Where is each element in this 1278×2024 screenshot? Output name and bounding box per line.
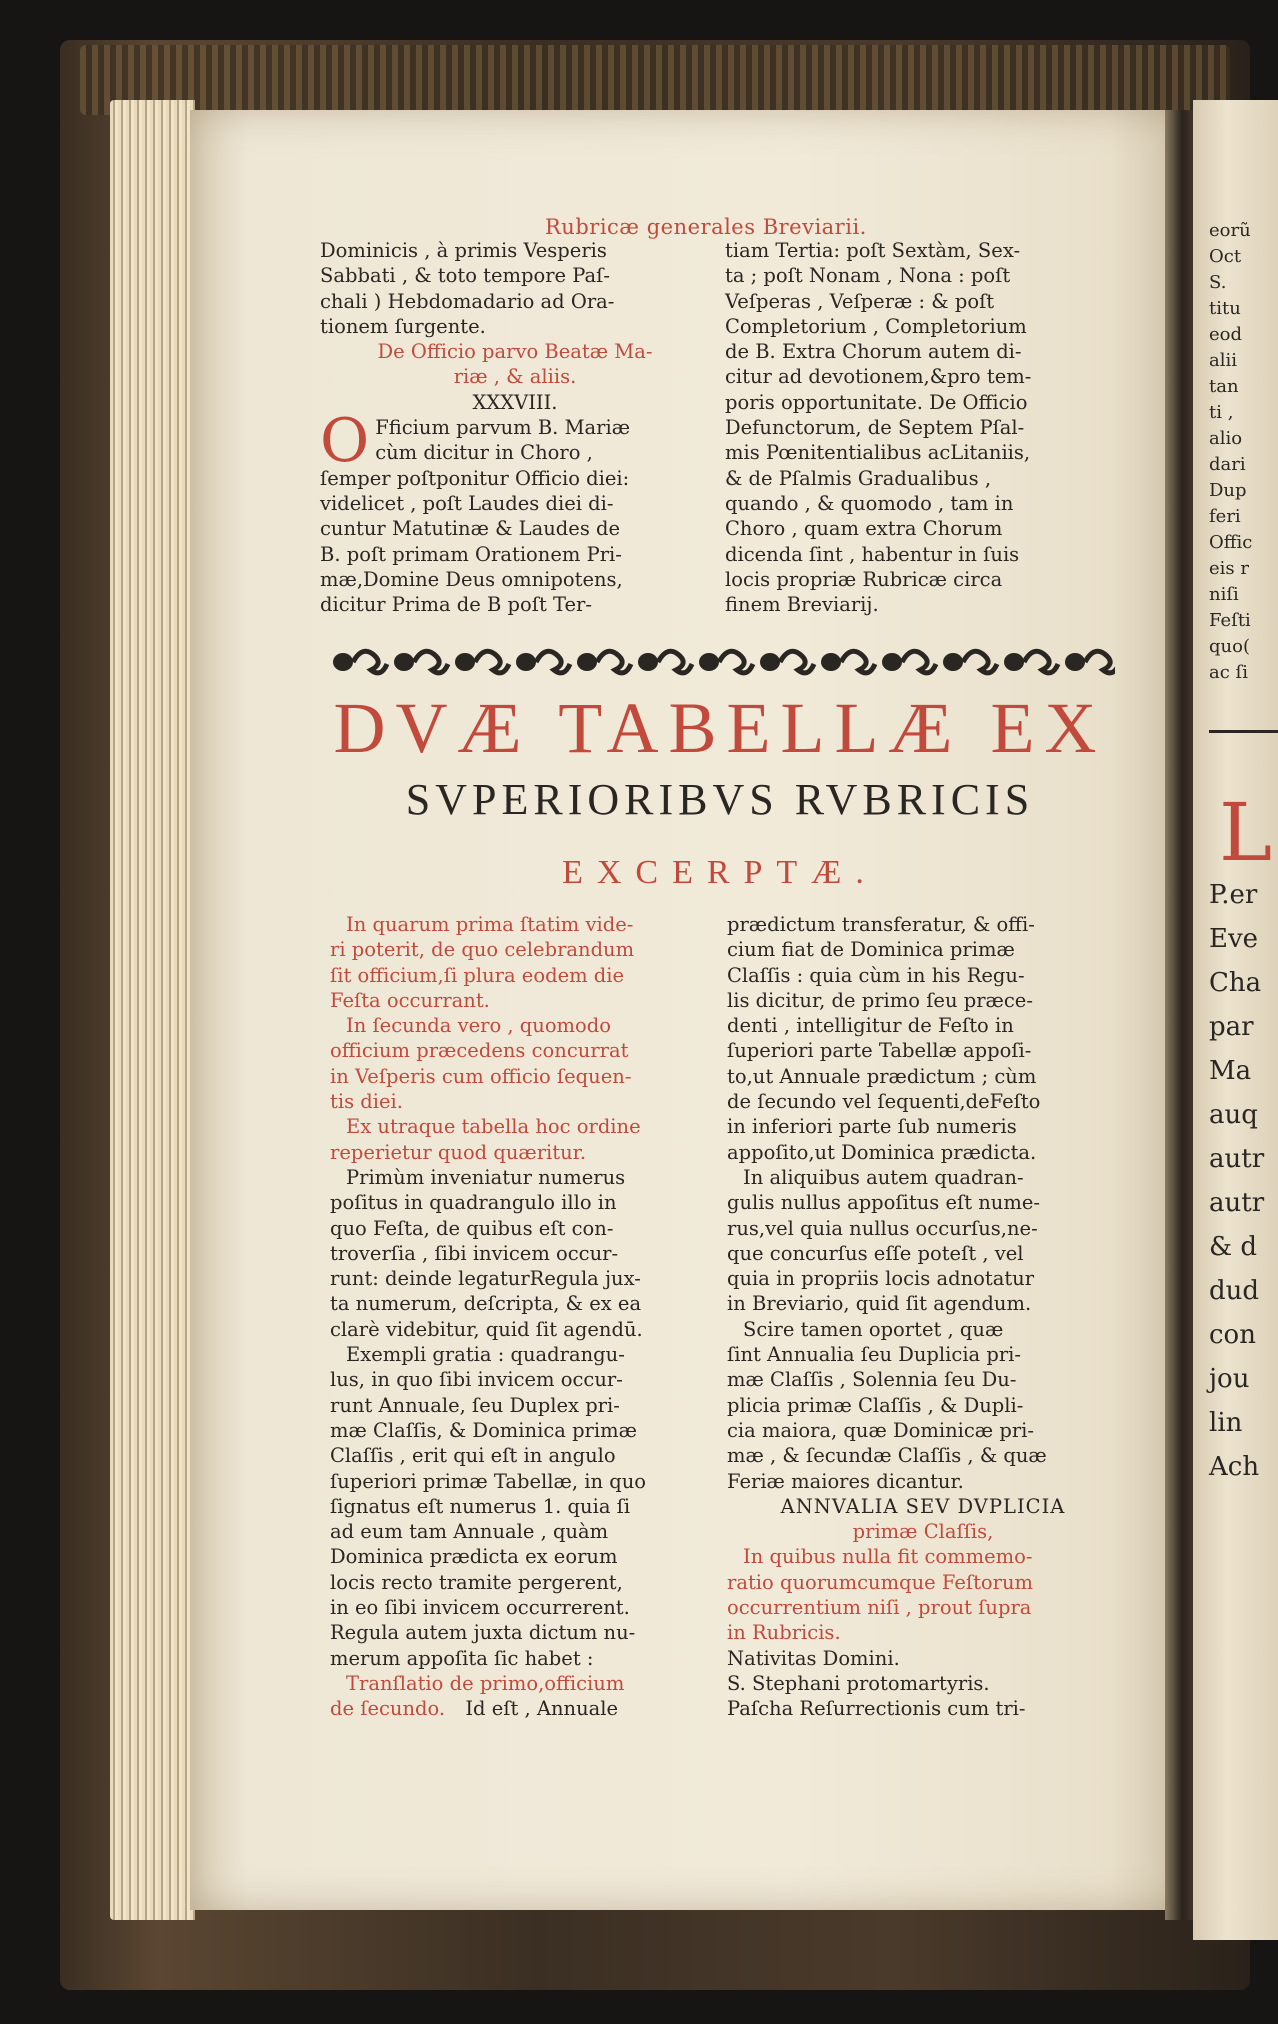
facing-page-line: Oct: [1209, 246, 1242, 267]
explanation-text-cont: [727, 912, 1119, 1494]
explanation-resume: Id eſt , Annuale: [465, 1697, 619, 1721]
text-line: in Breviario, quid ſit agendum.: [727, 1292, 1032, 1316]
facing-page-line: Feſti: [1209, 610, 1251, 631]
text-line: poſitus in quadrangulo illo in: [330, 1191, 617, 1215]
section-heading: [320, 339, 710, 390]
text-line: cùm dicitur in Choro ,: [375, 441, 593, 465]
text-line: prædictum transferatur, & offi-: [727, 913, 1035, 936]
section-number: XXXVIII.: [472, 390, 558, 414]
text-line: ſignatus eſt numerus 1. quia ſi: [330, 1494, 631, 1518]
text-line: Dominicis , à primis Vesperis: [320, 239, 607, 262]
fleuron-scroll: [597, 651, 631, 673]
list-item: S. Stephani protomartyris.: [727, 1671, 990, 1695]
text-line: quando , & quomodo , tam in: [725, 491, 1014, 515]
fleuron: [821, 653, 841, 671]
title-line-3: EXCERPTÆ.: [562, 854, 878, 891]
fleuron-scroll: [536, 651, 570, 673]
red-text-line: reperietur quod quæritur.: [330, 1140, 587, 1164]
text-line: mæ,Domine Deus omnipotens,: [320, 567, 623, 591]
text-line: B. poſt primam Orationem Pri-: [320, 542, 622, 566]
fleuron: [516, 653, 536, 671]
text-line: gulis nullus appoſitus eſt nume-: [727, 1191, 1040, 1215]
facing-page-line: tan: [1209, 376, 1239, 397]
text-line: dicenda ſint , habentur in ſuis: [725, 542, 1020, 566]
red-text-line: tis diei.: [330, 1090, 403, 1114]
fleuron: [699, 653, 719, 671]
red-text-line: ſit officium,ſi plura eodem die: [330, 963, 625, 987]
fleuron-scroll: [780, 651, 814, 673]
facing-page-line: eis r: [1209, 558, 1249, 579]
fleuron-scroll: [719, 651, 753, 673]
text-line: Veſperas , Veſperæ : & poſt: [725, 289, 995, 313]
facing-page-line: lin: [1209, 1408, 1243, 1438]
facing-page-line: dari: [1209, 454, 1246, 475]
red-text-line: ratio quorumcumque Feſtorum: [727, 1570, 1034, 1594]
book-gutter: [1165, 110, 1193, 1920]
text-line: ad eum tam Annuale , quàm: [330, 1520, 609, 1544]
text-line: Feriæ maiores dicantur.: [727, 1469, 964, 1493]
text-line: Exempli gratia : quadrangu-: [346, 1343, 625, 1367]
fleuron-scroll: [414, 651, 448, 673]
text-line: runt: deinde legaturRegula jux-: [330, 1267, 641, 1291]
text-line: de B. Extra Chorum autem di-: [725, 340, 1022, 364]
running-head: Rubricæ generales Breviarii.: [545, 215, 867, 239]
fleuron: [1004, 653, 1024, 671]
last-line: [330, 1696, 708, 1721]
red-text-line: Feſta occurrant.: [330, 988, 490, 1012]
facing-page-top-text: [1193, 100, 1278, 686]
text-line: Primùm inveniatur numerus: [346, 1165, 626, 1189]
text-line: Claſſis , erit qui eſt in angulo: [330, 1444, 616, 1468]
text-line: Choro , quam extra Chorum: [725, 517, 1003, 541]
text-line: ſuperiori parte Tabellæ appoſi-: [727, 1039, 1032, 1063]
text-line: denti , intelligitur de Feſto in: [727, 1014, 1014, 1038]
text-line: de ſecundo vel ſequenti,deFeſto: [727, 1090, 1041, 1114]
bottom-left-column: [330, 912, 708, 1722]
fleuron: [882, 653, 902, 671]
fleuron-scroll: [841, 651, 875, 673]
text-line: citur ad devotionem,&pro tem-: [725, 365, 1032, 389]
list-item: Nativitas Domini.: [727, 1646, 900, 1670]
fleuron: [943, 653, 963, 671]
text-line: que concurſus eſſe poteſt , vel: [727, 1241, 1024, 1265]
facing-page-line: Eve: [1209, 924, 1259, 954]
fleuron-scroll: [658, 651, 692, 673]
fleuron-scroll: [902, 651, 936, 673]
text-line: locis propriæ Rubricæ circa: [725, 567, 1003, 591]
text-line: troverſia , ſibi invicem occur-: [330, 1241, 619, 1265]
facing-page-line: alii: [1209, 350, 1238, 371]
heading-line: De Officio parvo Beatæ Ma-: [377, 340, 653, 364]
red-text-line: officium præcedens concurrat: [330, 1039, 629, 1063]
list-heading: ANNVALIA SEV DVPLICIA: [780, 1494, 1066, 1518]
red-text-line: In ſecunda vero , quomodo: [346, 1014, 612, 1038]
text-line: runt Annuale, ſeu Duplex pri-: [330, 1393, 620, 1417]
fleuron-scroll: [1024, 651, 1058, 673]
section-body-lines: [320, 406, 710, 617]
top-left-column: [320, 238, 710, 617]
fleuron-scroll: [475, 651, 509, 673]
text-line: mæ Claſſis, & Dominica primæ: [330, 1418, 637, 1442]
facing-page-line: Offic: [1209, 532, 1253, 553]
facing-page-bottom-text: [1193, 873, 1278, 1489]
facing-page-line: & d: [1209, 1232, 1258, 1262]
red-text-line: occurrentium niſi , prout ſupra: [727, 1596, 1032, 1620]
facing-page-line: quo(: [1209, 636, 1250, 657]
text-line: in inferiori parte ſub numeris: [727, 1115, 1017, 1139]
text-line: clarè videbitur, quid ſit agendū.: [330, 1317, 643, 1341]
text-line: in eo ſibi invicem occurrerent.: [330, 1596, 630, 1620]
facing-page-line: alio: [1209, 428, 1243, 449]
text-line: ta numerum, deſcripta, & ex ea: [330, 1292, 642, 1316]
text-line: mæ Claſſis , Solennia ſeu Du-: [727, 1368, 1017, 1392]
text-line: quia in propriis locis adnotatur: [727, 1267, 1035, 1291]
facing-page-line: par: [1209, 1012, 1254, 1042]
rule-example: Tranſlatio de primo,officium: [346, 1671, 625, 1695]
text-line: lis dicitur, de primo ſeu præce-: [727, 988, 1033, 1012]
facing-page-line: Dup: [1209, 480, 1247, 501]
text-line: cuntur Matutinæ & Laudes de: [320, 517, 621, 541]
fleuron: [638, 653, 658, 671]
text-line: plicia primæ Claſſis , & Dupli-: [727, 1393, 1024, 1417]
fleuron: [1065, 653, 1085, 671]
text-line: In aliquibus autem quadran-: [743, 1165, 1024, 1189]
text-line: Regula autem juxta dictum nu-: [330, 1621, 636, 1645]
facing-page-line: Cha: [1209, 968, 1262, 998]
text-line: videlicet , poſt Laudes diei di-: [320, 491, 614, 515]
feast-list: [727, 1646, 1119, 1722]
text-line: Claſſis : quia cùm in his Regu-: [727, 963, 1025, 987]
bottom-right-column: [727, 912, 1119, 1722]
fleuron-scroll: [963, 651, 997, 673]
red-text-line: ri poterit, de quo celebrandum: [330, 938, 635, 962]
facing-page-line: dud: [1209, 1276, 1260, 1306]
page-edges: [110, 100, 195, 1920]
text-line: rus,vel quia nullus occurſus,ne-: [727, 1216, 1038, 1240]
facing-page-line: Ma: [1209, 1056, 1252, 1086]
facing-page-line: titu: [1209, 298, 1241, 319]
text-line: cium fiat de Dominica primæ: [727, 938, 1015, 962]
text-line: Fficium parvum B. Mariæ: [375, 416, 631, 440]
text-line: dicitur Prima de B poſt Ter-: [320, 593, 592, 617]
facing-page: [1193, 100, 1278, 1940]
text-line: Defunctorum, de Septem Pſal-: [725, 416, 1025, 440]
facing-page-line: S.: [1209, 272, 1227, 293]
fleuron-scroll: [353, 651, 387, 673]
text-line: finem Breviarij.: [725, 593, 879, 617]
fleuron: [760, 653, 780, 671]
facing-page-rule: [1209, 730, 1278, 733]
facing-page-line: feri: [1209, 506, 1241, 527]
red-text-line: In quibus nulla fit commemo-: [743, 1545, 1033, 1569]
explanation-text: [330, 1165, 708, 1671]
facing-page-line: niſi: [1209, 584, 1239, 605]
text-line: tionem ſurgente.: [320, 314, 486, 338]
text-line: to,ut Annuale prædictum ; cùm: [727, 1064, 1037, 1088]
text-line: mis Pœnitentialibus acLitaniis,: [725, 441, 1031, 465]
text-line: appoſito,ut Dominica prædicta.: [727, 1140, 1037, 1164]
red-text-line: In quarum prima ſtatim vide-: [346, 913, 634, 936]
text-line: ta ; poſt Nonam , Nona : poſt: [725, 264, 1011, 288]
facing-page-line: P.er: [1209, 880, 1258, 910]
fleuron: [577, 653, 597, 671]
text-line: merum appoſita ſic habet :: [330, 1646, 594, 1670]
list-note: [727, 1544, 1119, 1645]
text-line: & de Pſalmis Gradualibus ,: [725, 466, 992, 490]
red-text-line: in Rubricis.: [727, 1621, 841, 1645]
text-line: locis recto tramite pergerent,: [330, 1570, 623, 1594]
facing-page-line: autr: [1209, 1144, 1265, 1174]
facing-page-line: autr: [1209, 1188, 1265, 1218]
rule-example-end: de ſecundo.: [330, 1697, 446, 1721]
heading-line: riæ , & aliis.: [453, 365, 577, 389]
facing-page-line: Ach: [1209, 1452, 1260, 1482]
list-subheading: primæ Claſſis,: [852, 1520, 994, 1544]
facing-page-line: eorũ: [1209, 220, 1251, 241]
red-introduction: [330, 912, 708, 1165]
text-line: quo Feſta, de quibus eſt con-: [330, 1216, 614, 1240]
text-line: ſuperiori primæ Tabellæ, in quo: [330, 1469, 647, 1493]
list-item: Paſcha Reſurrectionis cum tri-: [727, 1697, 1026, 1721]
fleuron: [455, 653, 475, 671]
drop-cap: O: [320, 406, 370, 477]
continuation-text: [320, 238, 710, 339]
text-line: Completorium , Completorium: [725, 314, 1027, 338]
text-line: chali ) Hebdomadario ad Ora-: [320, 289, 615, 313]
red-text-line: Ex utraque tabella hoc ordine: [346, 1115, 641, 1139]
facing-page-line: con: [1209, 1320, 1256, 1350]
facing-page-line: eod: [1209, 324, 1243, 345]
text-line: mæ , & ſecundæ Claſſis , & quæ: [727, 1444, 1047, 1468]
red-text-line: in Veſperis cum officio ſequen-: [330, 1064, 632, 1088]
title-line-1: DVÆ TABELLÆ EX: [333, 688, 1107, 768]
text-line: lus, in quo ſibi invicem occur-: [330, 1368, 623, 1392]
section-body: [320, 406, 710, 617]
fleuron: [333, 653, 353, 671]
facing-page-line: jou: [1209, 1364, 1250, 1394]
ornament-band: [325, 640, 1115, 680]
text-line: cia maiora, quæ Dominicæ pri-: [727, 1418, 1034, 1442]
text-line: poris opportunitate. De Officio: [725, 390, 1028, 414]
title-line-2: SVPERIORIBVS RVBRICIS: [405, 775, 1035, 824]
text-line: Scire tamen oportet , quæ: [743, 1317, 1004, 1341]
facing-page-line: ac ſi: [1209, 662, 1248, 683]
facing-page-line: auq: [1209, 1100, 1258, 1130]
fleuron: [394, 653, 414, 671]
facing-page-line: ti ,: [1209, 402, 1234, 423]
top-right-column: [725, 238, 1120, 617]
facing-page-initial: L: [1219, 786, 1273, 879]
fleuron-scroll: [1085, 651, 1115, 673]
text-line: Sabbati , & toto tempore Paſ-: [320, 264, 610, 288]
text-line: Dominica prædicta ex eorum: [330, 1545, 618, 1569]
text-line: tiam Tertia: poſt Sextàm, Sex-: [725, 239, 1021, 262]
text-line: ſemper poſtponitur Officio diei:: [320, 466, 630, 490]
text-line: ſint Annualia ſeu Duplicia pri-: [727, 1343, 1022, 1367]
spine-tooling: [80, 45, 1230, 115]
